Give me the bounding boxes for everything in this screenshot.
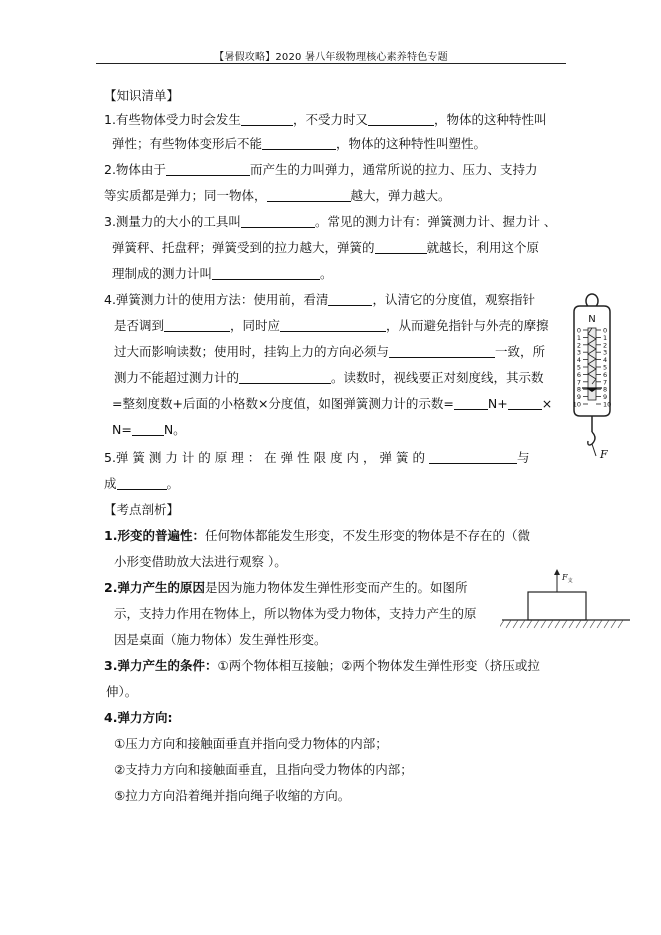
hatch-line [548,620,553,628]
q2-line1 [104,162,537,178]
scale-tick-label-left: 10 [572,400,581,409]
q4-blank-2[interactable] [164,319,230,332]
q1-text-e: ，物体的这种特性叫塑性。 [336,136,487,151]
block [528,592,586,620]
q4-line4 [114,370,544,386]
scale-tick-label-right: 7 [603,378,608,387]
hatch-line [562,620,567,628]
analysis-heading: 【考点剖析】 [104,502,180,517]
q4-text-e: ，从而避免指针与外壳的摩擦 [386,318,549,333]
scale-tick-label-left: 8 [576,385,581,394]
hatch-line [590,620,595,628]
force-label: F [600,448,608,461]
hatch-line [576,620,581,628]
knowledge-heading: 【知识清单】 [104,88,180,103]
support-force-subscript: 支 [567,578,573,584]
p2-text-a: 是因为施力物体发生弹性形变而产生的。如图所 [204,580,468,595]
q3-line1 [104,214,556,230]
p3-text-a: ①两个物体相互接触；②两个物体发生弹性形变（挤压或拉 [217,658,540,673]
q4-text-i: 。读数时，视线要正对刻度线，其示数 [331,370,544,385]
q3-line2 [112,240,539,256]
p4-line1 [104,710,172,726]
scale-tick-label-right: 1 [603,333,608,342]
q4-text-d: ，同时应 [230,318,281,333]
hatch-line [534,620,539,628]
hatch-line [527,620,532,628]
q4-blank-8[interactable] [132,423,164,436]
scale-tick-label-right: 2 [603,341,608,350]
q3-text-c: 弹簧秤、托盘秤；弹簧受到的拉力越大，弹簧的 [112,240,375,255]
q4-text-k: N+ [487,396,508,411]
p4-title: 4.弹力方向: [104,710,173,725]
scale-tick-label-left: 3 [576,348,581,357]
q3-text-d: 就越长，利用这个原 [426,240,540,255]
q3-blank-2[interactable] [375,241,427,254]
p1-text-a: 任何物体都能发生形变，不发生形变的物体是不存在的（微 [204,528,530,543]
q4-text-g: 一致，所 [495,344,546,359]
q5-blank-1[interactable] [429,451,517,464]
q4-blank-6[interactable] [454,397,488,410]
q4-text-j: =整刻度数+后面的小格数×分度值，如图弹簧测力计的示数= [112,396,454,411]
support-force-figure [500,566,632,636]
q3-text-e: 理制成的测力计叫 [112,266,213,281]
q3-blank-3[interactable] [212,267,320,280]
q3-line3 [112,266,333,282]
hatch-line [569,620,574,628]
hatch-line [555,620,560,628]
q1-text-a: 1.有些物体受力时会发生 [104,112,241,127]
scale-tick-label-left: 5 [576,363,581,372]
q4-blank-3[interactable] [280,319,386,332]
p3-title: 3.弹力产生的条件： [104,658,218,673]
q3-text-a: 3.测量力的大小的工具叫 [104,214,241,229]
q1-text-d: 弹性；有些物体变形后不能 [112,136,263,151]
scale-tick-label-left: 1 [576,333,581,342]
scale-hook [588,432,595,445]
p4-item-1: ①压力方向和接触面垂直并指向受力物体的内部； [114,736,388,751]
q4-line3 [114,344,545,360]
q2-line2 [104,188,451,204]
q4-text-a: 4.弹簧测力计的使用方法：使用前，看清 [104,292,329,307]
q2-text-c: 等实质都是弹力；同一物体， [104,188,267,203]
q3-text-f: 。 [320,266,333,281]
q4-blank-1[interactable] [328,293,372,306]
page-header: 【暑假攻略】2020 暑八年级物理核心素养特色专题 [214,52,448,63]
hatch-line [597,620,602,628]
header-rule [96,63,566,64]
hatch-line [513,620,518,628]
hatch-line [604,620,609,628]
q4-text-b: ，认清它的分度值，观察指针 [372,292,535,307]
ground-hatch [500,620,623,628]
q2-blank-1[interactable] [166,163,250,176]
q4-text-n: N。 [163,422,186,437]
p2-line2: 示，支持力作用在物体上，所以物体为受力物体，支持力产生的原 [114,606,477,621]
scale-tick-label-left: 6 [576,370,581,379]
q1-line2 [112,136,486,152]
hatch-line [611,620,616,628]
p2-line3: 因是桌面（施力物体）发生弹性形变。 [114,632,327,647]
hatch-line [583,620,588,628]
p4-item-3: ⑤拉力方向沿着绳并指向绳子收缩的方向。 [114,788,351,803]
q4-blank-4[interactable] [389,345,495,358]
scale-tick-label-left: 4 [576,356,581,365]
p4-item-2: ②支持力方向和接触面垂直，且指向受力物体的内部； [114,762,413,777]
scale-tick-label-right: 10 [603,400,612,409]
q2-text-d: 越大，弹力越大。 [350,188,451,203]
q1-text-c: ，物体的这种特性叫 [433,112,547,127]
q3-text-b: 。常见的测力计有：弹簧测力计、握力计 、 [314,214,557,229]
support-force-label [561,573,573,584]
scale-unit-label: N [588,314,596,325]
q2-text-b: 而产生的力叫弹力，通常所说的拉力、压力、支持力 [249,162,538,177]
hatch-line [500,620,504,628]
p1-line1 [104,528,530,544]
p1-title: 1.形变的普遍性： [104,528,205,543]
p3-line1 [104,658,540,674]
scale-tick-label-right: 5 [603,363,608,372]
scale-tick-label-right: 9 [603,393,608,402]
q5-text-b: 与 [516,450,530,465]
q4-line6 [112,422,186,438]
scale-tick-label-right: 3 [603,348,608,357]
q4-text-c: 是否调到 [114,318,165,333]
scale-tick-label-left: 0 [576,326,581,335]
scale-tick-label-right: 4 [603,356,608,365]
hatch-line [541,620,546,628]
q4-text-h: 测力不能超过测力计的 [114,370,240,385]
q4-line1 [104,292,535,308]
q4-text-m: N= [112,422,132,437]
q5-blank-2[interactable] [117,477,167,490]
p1-line2: 小形变借助放大法进行观察 ）。 [114,554,287,569]
q1-blank-1[interactable] [241,113,293,126]
hatch-line [618,620,623,628]
q5-line2 [104,476,179,492]
p2-line1 [104,580,467,596]
q4-blank-7[interactable] [508,397,542,410]
q3-blank-1[interactable] [241,215,315,228]
q4-text-l: × [541,396,553,411]
hatch-line [506,620,511,628]
q1-blank-3[interactable] [262,137,336,150]
q5-text-c: 成 [104,476,117,491]
q4-text-f: 过大而影响读数；使用时，挂钩上力的方向必须与 [114,344,390,359]
scale-tick-label-left: 9 [576,393,581,402]
spring-scale-figure [568,292,616,462]
support-force-arrowhead [554,569,560,575]
scale-tick-label-right: 6 [603,370,608,379]
q1-line1 [104,112,546,128]
scale-tick-label-right: 0 [603,326,608,335]
p2-title: 2.弹力产生的原因 [104,580,205,595]
q1-blank-2[interactable] [368,113,434,126]
q2-text-a: 2.物体由于 [104,162,166,177]
force-arrow [592,444,596,456]
support-force-letter: F [562,573,568,582]
q4-blank-5[interactable] [239,371,331,384]
scale-tick-label-right: 8 [603,385,608,394]
q4-line2 [114,318,549,334]
hatch-line [520,620,525,628]
q5-line1 [104,450,529,466]
scale-tick-label-left: 2 [576,341,581,350]
q5-text-d: 。 [166,476,180,491]
q5-text-a: 5.弹 簧 测 力 计 的 原 理 ： 在 弹 性 限 度 内 ， 弹 簧 的 [104,450,425,465]
p3-line2: 伸）。 [106,684,138,699]
scale-tick-label-left: 7 [576,378,581,387]
q4-line5 [112,396,552,412]
q1-text-b: ，不受力时又 [292,112,368,127]
q2-blank-2[interactable] [267,189,351,202]
